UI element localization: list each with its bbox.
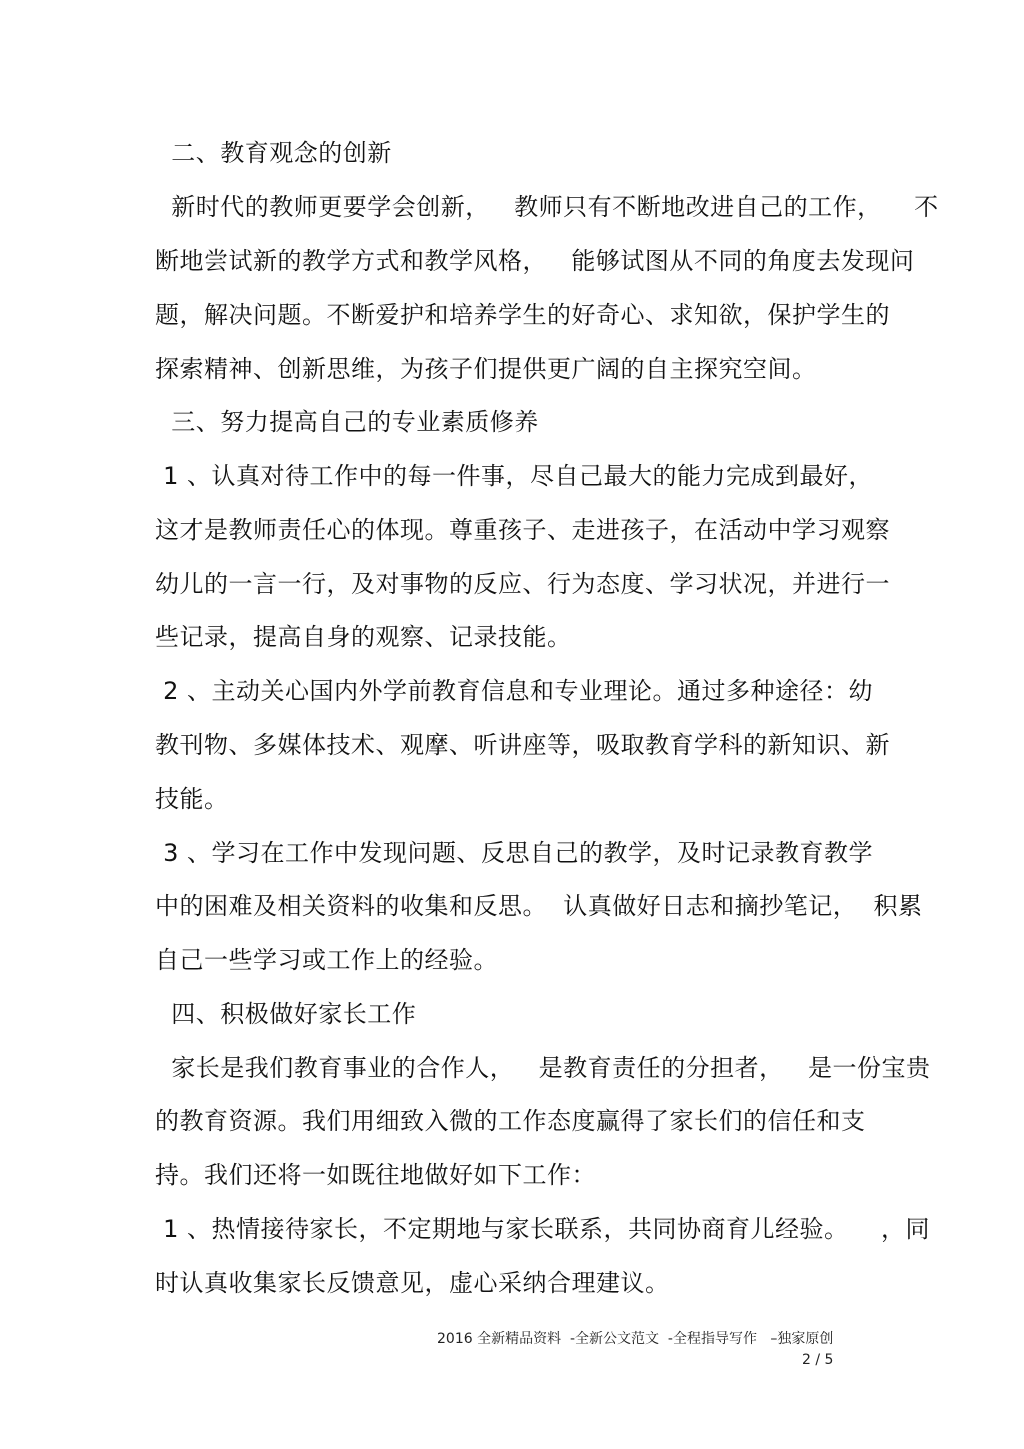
paragraph-line: 持。我们还将一如既往地做好如下工作： — [155, 1161, 596, 1189]
paragraph-line: 幼儿的一言一行，及对事物的反应、行为态度、学习状况，并进行一 — [155, 570, 890, 598]
paragraph-line: 这才是教师责任心的体现。尊重孩子、走进孩子，在活动中学习观察 — [155, 516, 890, 544]
paragraph-line: 教刊物、多媒体技术、观摩、听讲座等，吸取教育学科的新知识、新 — [155, 731, 890, 759]
paragraph-line: 时认真收集家长反馈意见，虚心采纳合理建议。 — [155, 1269, 670, 1297]
paragraph-line: 1 、认真对待工作中的每一件事，尽自己最大的能力完成到最好， — [155, 462, 874, 490]
heading-section-3: 三、努力提高自己的专业素质修养 — [155, 408, 539, 436]
heading-section-2: 二、教育观念的创新 — [155, 139, 392, 167]
paragraph-line: 的教育资源。我们用细致入微的工作态度赢得了家长们的信任和支 — [155, 1107, 866, 1135]
paragraph-line: 2 、主动关心国内外学前教育信息和专业理论。通过多种途径：幼 — [155, 677, 874, 705]
page-number: 2 / 5 — [802, 1352, 834, 1368]
paragraph-line: 中的困难及相关资料的收集和反思。 认真做好日志和摘抄笔记， 积累 — [155, 892, 923, 920]
paragraph-line: 新时代的教师更要学会创新， 教师只有不断地改进自己的工作， 不 — [155, 193, 939, 221]
footer-text: 2016 全新精品资料 -全新公文范文 -全程指导写作 –独家原创 — [437, 1331, 834, 1347]
paragraph-line: 题，解决问题。不断爱护和培养学生的好奇心、求知欲，保护学生的 — [155, 301, 890, 329]
heading-section-4: 四、积极做好家长工作 — [155, 1000, 417, 1028]
paragraph-line: 探索精神、创新思维，为孩子们提供更广阔的自主探究空间。 — [155, 355, 817, 383]
paragraph-line: 些记录，提高自身的观察、记录技能。 — [155, 623, 572, 651]
paragraph-line: 1 、热情接待家长，不定期地与家长联系，共同协商育儿经验。 ，同 — [155, 1215, 931, 1243]
paragraph-line: 3 、学习在工作中发现问题、反思自己的教学，及时记录教育教学 — [155, 839, 874, 867]
paragraph-line: 家长是我们教育事业的合作人， 是教育责任的分担者， 是一份宝贵 — [155, 1054, 931, 1082]
paragraph-line: 自己一些学习或工作上的经验。 — [155, 946, 498, 974]
paragraph-line: 断地尝试新的教学方式和教学风格， 能够试图从不同的角度去发现问 — [155, 247, 915, 275]
paragraph-line: 技能。 — [155, 785, 229, 813]
